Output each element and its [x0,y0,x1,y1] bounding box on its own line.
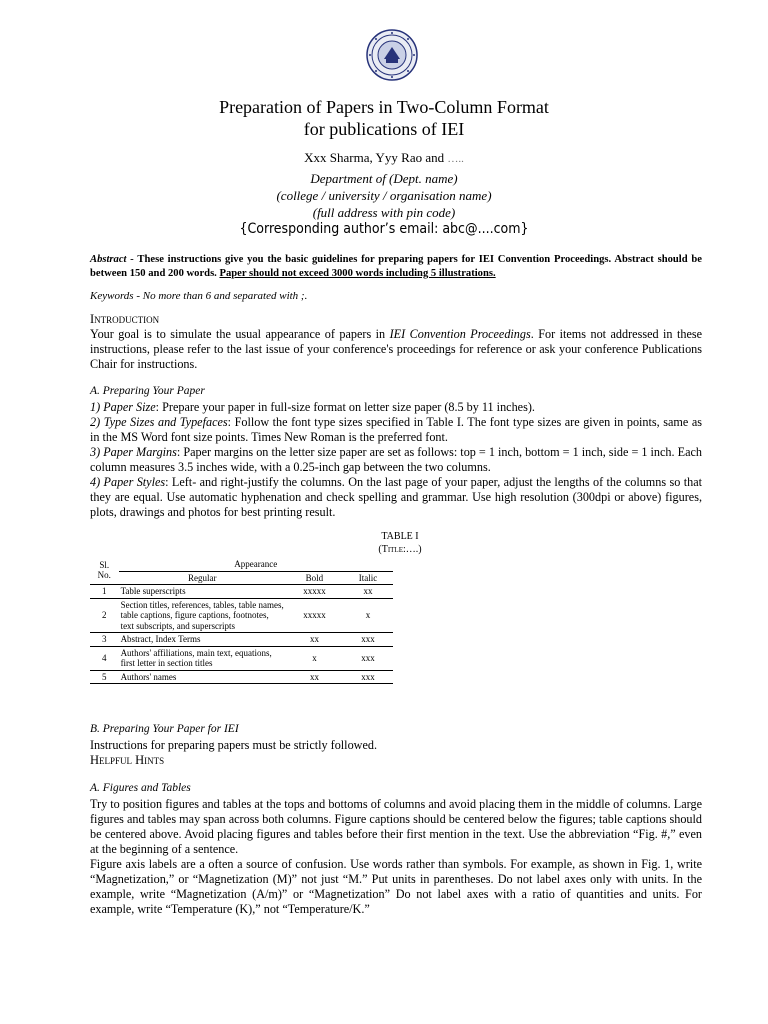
col-regular: Regular [119,571,286,585]
section-a-item [90,415,702,445]
cell-bold: xxxxx [286,585,343,599]
figures-paragraph-1: Try to position figures and tables at the tops and bottoms of columns and avoid placing them in the middle of columns. Large figures and tables may span across both columns. Figure captions should be centered below the figures; table captions should be centered above. Avoid placing figures and tables before their first mention in the text. Use the abbreviation “Fig. #,” even at the beginning of a sentence. [90,797,702,856]
table-caption: TABLE I [381,531,419,542]
cell-no: 3 [90,633,119,647]
item-text: : Paper margins on the letter size paper are set as follows: top = 1 inch, bottom = 1 inch, side = 1 inch. Each column measures 3.5 inches wide, with a 0.25-inch gap between the two columns. [90,445,702,474]
paper-title-line2: for publications of IEI [303,119,465,139]
section-a-heading: A. Preparing Your Paper [90,385,205,397]
cell-no: 5 [90,670,119,684]
authors-etc: ….. [447,153,464,165]
item-label: 1) Paper Size [90,400,156,414]
corresponding-email: {Corresponding author’s email: abc@....com} [239,221,529,237]
figures-paragraph-2: Figure axis labels are a often a source of confusion. Use words rather than symbols. For example, as shown in Fig. 1, write “Magnetization,” or “Magnetization (M)” not just “M.” Put units in parentheses. Do not label axes only with units. In the example, write “Magnetization (A/m)” or “Magnetization” Do not label axes with a ratio of quantities and units. For example, write “Temperature (K),” not “Temperature/K.” [90,857,702,916]
table-subheader-row [90,571,393,585]
table-row [90,670,393,684]
intro-text-a: Your goal is to simulate the usual appearance of papers in [90,327,390,341]
abstract-text: These instructions give you the basic guidelines for preparing papers for IEI Convention Proceedings. Abstract should be between 150 and 200 words. [90,254,702,279]
table-row [90,646,393,670]
section-a-body [90,400,702,520]
cell-italic: xxx [343,633,393,647]
paper-title-line1: Preparation of Papers in Two-Column Format [219,97,549,117]
item-text: : Left- and right-justify the columns. On the last page of your paper, adjust the lengths of the columns so that they are equal. Use automatic hyphenation and check spelling and grammar. Use high resolution (300dpi or above) figures, plots, drawings and photos for best printing result. [90,475,702,519]
introduction-heading: Introduction [90,312,160,326]
helpful-hints-heading: Helpful Hints [90,753,165,767]
item-label: 4) Paper Styles [90,475,166,489]
section-b-text: Instructions for preparing papers must be strictly followed. [90,738,378,752]
cell-italic: xxx [343,646,393,670]
col-italic: Italic [343,571,393,585]
cell-no: 1 [90,585,119,599]
abstract-label: Abstract - [90,254,134,265]
cell-regular: Table superscripts [119,585,286,599]
cell-bold: x [286,646,343,670]
introduction-text [90,327,702,372]
item-text: : Follow the font type sizes specified in Table I. The font type sizes are given in points, same as in the MS Word font size points. Times New Roman is the preferred font. [90,415,703,444]
iei-seal-logo [366,29,418,81]
item-label: 3) Paper Margins [90,445,177,459]
font-size-table [90,556,393,684]
col-bold: Bold [286,571,343,585]
table-header-row [90,556,393,571]
table-row [90,598,393,633]
col-sl-no: Sl. No. [97,559,111,580]
figures-heading: A. Figures and Tables [90,782,191,794]
section-a-item [90,400,702,415]
authors-names: Xxx Sharma, Yyy Rao and [304,150,445,165]
abstract-word-limit: Paper should not exceed 3000 words including 5 illustrations. [219,268,496,279]
keywords: Keywords - No more than 6 and separated with ;. [90,290,308,302]
col-appearance: Appearance [234,559,278,569]
section-b-heading: B. Preparing Your Paper for IEI [90,723,239,735]
abstract [90,253,702,281]
cell-italic: xx [343,585,393,599]
item-label: 2) Type Sizes and Typefaces [90,415,228,429]
intro-text-em: IEI Convention Proceedings [389,327,531,341]
cell-italic: xxx [343,670,393,684]
cell-no: 2 [90,598,119,633]
cell-regular: Abstract, Index Terms [119,633,286,647]
cell-bold: xx [286,633,343,647]
affiliation-dept: Department of (Dept. name) [310,171,458,186]
table-subcaption: (Title:….) [378,544,422,555]
cell-regular: Section titles, references, tables, table names, table captions, figure captions, footnotes, text subscripts, and superscripts [119,598,286,633]
intro-text-b: . For items not addressed in these instructions, please refer to the last issue of your conference's proceedings for reference or ask your conference Publications Chair for instructions. [90,327,703,371]
author-list [0,150,768,166]
item-text: : Prepare your paper in full-size format on letter size paper (8.5 by 11 inches). [155,400,535,414]
figures-text [90,797,702,917]
cell-regular: Authors' names [119,670,286,684]
section-a-item [90,445,702,475]
affiliation-college: (college / university / organisation name) [276,188,492,203]
cell-regular: Authors' affiliations, main text, equations, first letter in section titles [119,646,286,670]
cell-bold: xx [286,670,343,684]
cell-bold: xxxxx [286,598,343,633]
section-a-item [90,475,702,520]
affiliation-address: (full address with pin code) [312,205,456,220]
table-row [90,633,393,647]
cell-no: 4 [90,646,119,670]
cell-italic: x [343,598,393,633]
table-row [90,585,393,599]
